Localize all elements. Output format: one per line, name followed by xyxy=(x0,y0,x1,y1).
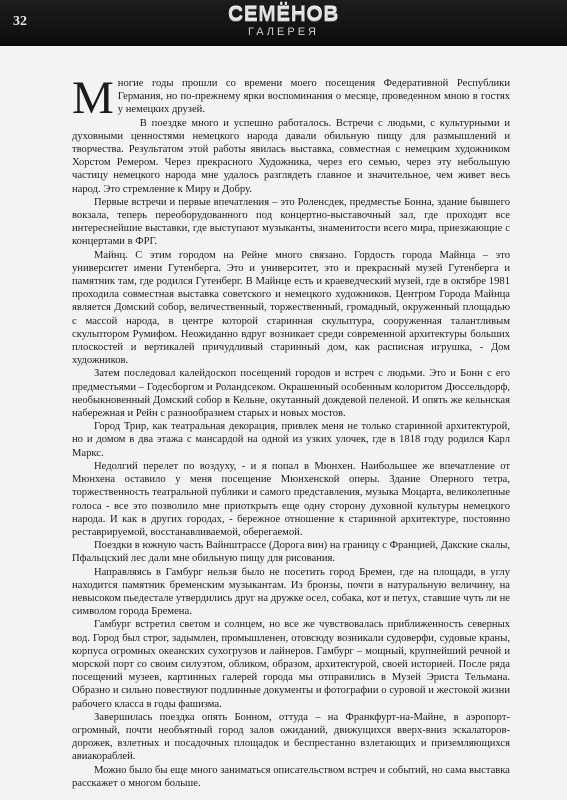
logo-subtitle: ГАЛЕРЕЯ xyxy=(248,26,319,38)
page-number: 32 xyxy=(13,14,27,29)
paragraph: Многие годы прошли со времени моего посещения Федеративной Республики Германия, но по-прежнему ярки воспоминания о месяце, проведенном мною в гостях у немецких друзей. xyxy=(72,72,510,124)
paragraph: Можно было бы еще много заниматься описательством встреч и событий, но сама выставка расскажет о многом больше. xyxy=(72,764,510,789)
paragraph: Первые встречи и первые впечатления – это Роленсдек, предместье Бонна, здание бывшего вокзала, теперь переоборудованного под концертно-выставочный зал, где проходят все интереснейшие выставки, где выступают музыканты, знаменитости всего мира, приезжающие с концертами в ФРГ. xyxy=(72,196,510,248)
paragraph: Затем последовал калейдоскоп посещений городов и встреч с людьми. Это и Бонн с его предместьями – Годесборгом и Роландсеком. Окрашенный особенным колоритом Дюссельдорф, необыкновенный Домский собор в Кельне, окутанный дождевой пеленой. И опять же кельнская набережная и Рейн с разнообразием старых и новых мостов. xyxy=(72,368,510,420)
article-body xyxy=(72,72,510,790)
paragraph: Завершилась поездка опять Бонном, оттуда – на Франкфурт-на-Майне, в аэропорт- огромный, почти необъятный город залов ожиданий, движущихся вверх-вниз эскалаторов-дорожек, взлетных и посадочных площадок и беспрестанно взлетающих и приземляющихся авиакораблей. xyxy=(72,711,510,763)
page-header xyxy=(0,0,567,46)
drop-cap: М xyxy=(72,72,114,124)
paragraph: Недолгий перелет по воздуху, - и я попал в Мюнхен. Наибольшее же впечатление от Мюнхена оставило у меня посещение Мюнхенской оперы. Здание Оперного тетра, торжественность театральной публики и самого представления, музыка Моцарта, великолепные голоса - все это позволило мне приоткрыть еще одну сторону духовной культуры немецкого народа. И как в других городах, - бережное отношение к старинной архитектуре, постоянно реставрируемой, восстанавливаемой, оберегаемой. xyxy=(72,460,510,538)
paragraph: В поездке много и успешно работалось. Встречи с людьми, с культурными и духовными ценностями немецкого народа давали обильную пищу для размышлений и творчества. Результатом этой работы явилась выставка, совместная с немецким художником Хорстом Ремером. Через прекрасного Художника, через его семью, через эту небольшую частицу немецкого народа мне удалось разглядеть главное и значительное, чем живет весь народ. Это стремление к Миру и Добру. xyxy=(72,117,510,195)
logo-title: СЕМЁНОВ xyxy=(228,3,339,26)
paragraph: Поездки в южную часть Вайнштрассе (Дорога вин) на границу с Францией, Дакские скалы, Пфальцский лес дали мне обильную пищу для рисования. xyxy=(72,540,510,565)
gallery-logo xyxy=(228,4,339,38)
paragraph: Гамбург встретил светом и солнцем, но все же чувствовалась приближенность северных вод. Город был строг, задымлен, промышленен, отовсюду возникали судоверфи, судовые краны, корпуса огромных океанских сухогрузов и лайнеров. Гамбург – мощный, крупнейший речной и морской порт со своим силуэтом, обликом, образом, архитектурой, своей историей. После ряда посещений музеев, картинных галерей города мы отправились в Музей Эриста Тельмана. Образно и сильно повествуют подлинные документы и фотографии о суровой и жестокой жизни рабочего класса в годы фашизма. xyxy=(72,619,510,710)
paragraph: Направляясь в Гамбург нельзя было не посетить город Бремен, где на площади, в углу находится памятник бременским музыкантам. Из бронзы, почти в натуральную величину, на невысоком пьедестале утвердились друг на дружке осел, собака, кот и петух, ставшие чуть ли не символом города Бремена. xyxy=(72,566,510,618)
paragraph: Майнц. С этим городом на Рейне много связано. Гордость города Майнца – это университет имени Гутенберга. Это и университет, это и прекрасный музей Гутенберга и памятник там, где родился Гутенберг. В Майнце есть и краеведческий музей, где в октябре 1981 проходила совместная выставка советского и немецкого художников. Центром Города Майнца является Домский собор, величественный, торжественный, громадный, окруженный площадью с массой народа, в центре которой старинная скульптура, сооруженная талантливым скульптором Румифом. Неожиданно вдруг возникает среди современной архитектуры больших плоскостей и вертикалей причудливый старинный дом, как расписная игрушка, - Дом художников. xyxy=(72,249,510,367)
paragraph: Город Трир, как театральная декорация, привлек меня не только старинной архитектурой, но и домом в два этажа с мансардой на одной из узких улочек, где в 1818 году родился Карл Маркс. xyxy=(72,421,510,459)
